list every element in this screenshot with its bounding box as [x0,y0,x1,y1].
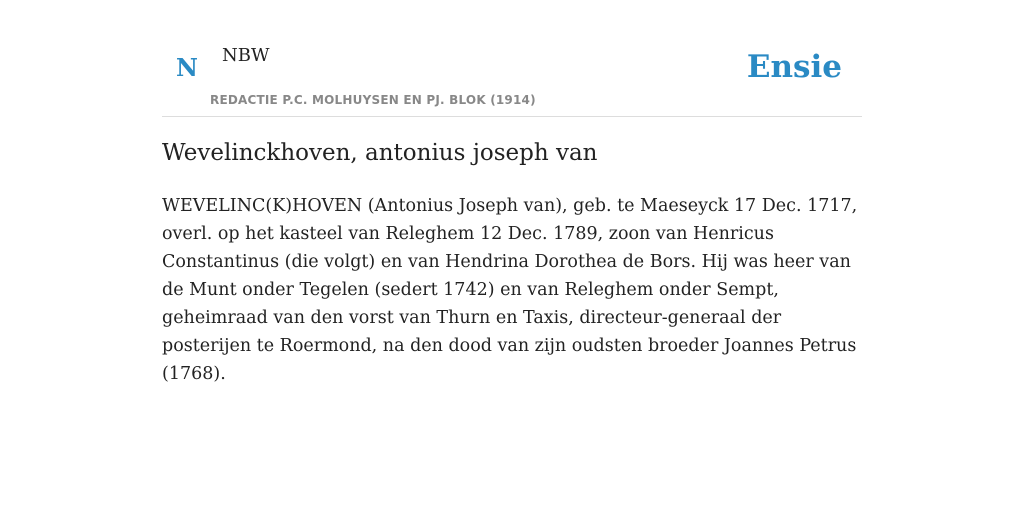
page-container [162,0,862,384]
entry-title: Wevelinckhoven, antonius joseph van [162,140,598,166]
source-title: NBW [222,45,270,66]
ensie-logo-link[interactable]: Ensie [746,49,842,85]
source-header [162,0,862,117]
source-logo-icon: N [176,53,198,82]
source-subtitle: REDACTIE P.C. MOLHUYSEN EN PJ. BLOK (1914) [210,93,536,107]
entry-body: WEVELINC(K)HOVEN (Antonius Joseph van), geb. te Maeseyck 17 Dec. 1717, overl. op het kasteel van Releghem 12 Dec. 1789, zoon van Henricus Constantinus (die volgt) en van Hendrina Dorothea de Bors. Hij was heer van de Munt onder Tegelen (sedert 1742) en van Releghem onder Sempt, geheimraad van den vorst van Thurn en Taxis, directeur-generaal der posterijen te Roermond, na den dood van zijn oudsten broeder Joannes Petrus (1768). [162,196,858,384]
